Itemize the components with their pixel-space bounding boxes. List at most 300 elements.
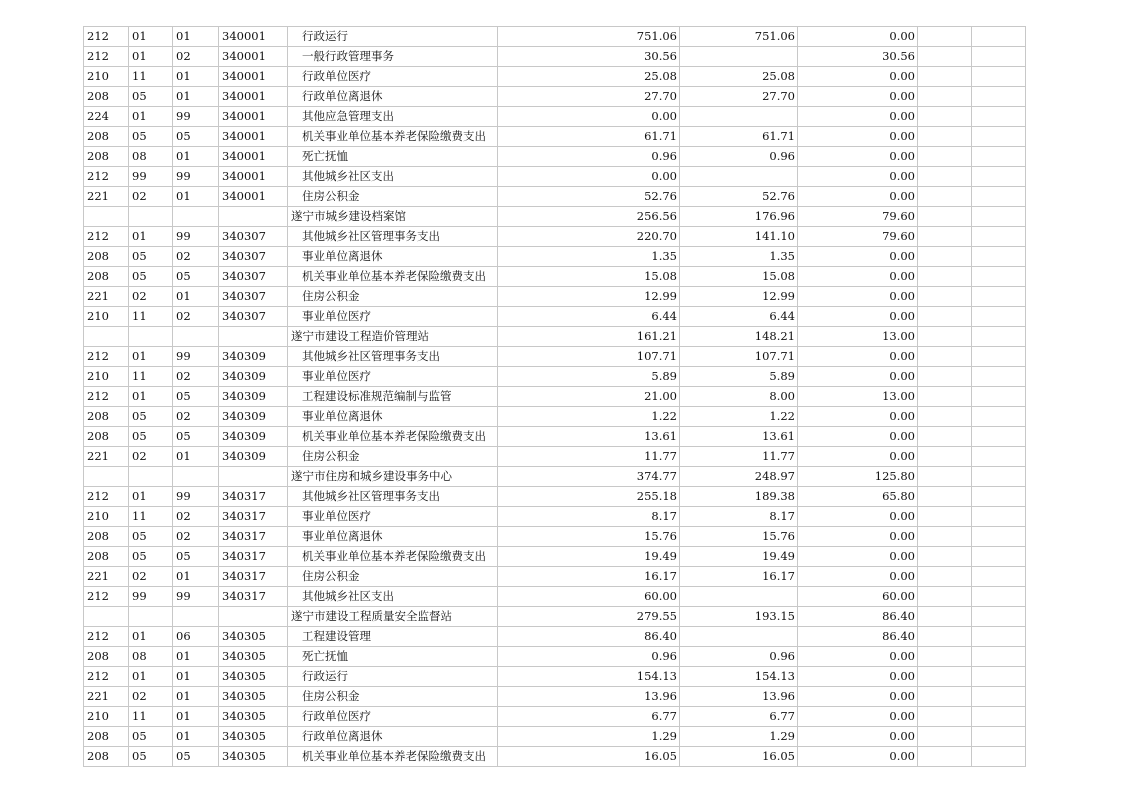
project-expense-cell: 0.00 (798, 447, 918, 467)
item-code-cell: 05 (173, 267, 219, 287)
class-code-cell: 212 (84, 27, 129, 47)
section-code-cell: 99 (129, 587, 173, 607)
table-row (84, 547, 1026, 567)
section-code-cell: 05 (129, 247, 173, 267)
unit-subtotal-row (84, 607, 1026, 627)
basic-expense-cell: 0.96 (680, 647, 798, 667)
section-code-cell: 11 (129, 307, 173, 327)
section-code-cell (129, 467, 173, 487)
unit-code-cell: 340001 (219, 147, 288, 167)
total-amount-cell: 255.18 (498, 487, 680, 507)
empty-cell (972, 47, 1026, 67)
empty-cell (918, 187, 972, 207)
basic-expense-cell: 107.71 (680, 347, 798, 367)
table-row (84, 567, 1026, 587)
project-expense-cell: 65.80 (798, 487, 918, 507)
project-expense-cell: 0.00 (798, 27, 918, 47)
item-name-cell: 机关事业单位基本养老保险缴费支出 (288, 547, 498, 567)
empty-cell (972, 67, 1026, 87)
item-code-cell: 02 (173, 367, 219, 387)
project-expense-cell: 0.00 (798, 687, 918, 707)
item-name-cell: 其他城乡社区支出 (288, 587, 498, 607)
unit-code-cell: 340307 (219, 287, 288, 307)
class-code-cell: 208 (84, 547, 129, 567)
item-name-cell: 其他应急管理支出 (288, 107, 498, 127)
section-code-cell: 05 (129, 747, 173, 767)
item-code-cell: 05 (173, 127, 219, 147)
basic-expense-cell: 5.89 (680, 367, 798, 387)
table-row (84, 147, 1026, 167)
item-code-cell: 02 (173, 507, 219, 527)
table-row (84, 487, 1026, 507)
section-code-cell: 11 (129, 67, 173, 87)
class-code-cell (84, 207, 129, 227)
total-amount-cell: 19.49 (498, 547, 680, 567)
total-amount-cell: 5.89 (498, 367, 680, 387)
unit-code-cell: 340307 (219, 267, 288, 287)
item-name-cell: 其他城乡社区管理事务支出 (288, 227, 498, 247)
empty-cell (918, 207, 972, 227)
item-code-cell: 01 (173, 707, 219, 727)
empty-cell (972, 387, 1026, 407)
unit-code-cell: 340309 (219, 407, 288, 427)
class-code-cell: 212 (84, 487, 129, 507)
empty-cell (972, 347, 1026, 367)
project-expense-cell: 125.80 (798, 467, 918, 487)
unit-code-cell: 340001 (219, 107, 288, 127)
project-expense-cell: 0.00 (798, 107, 918, 127)
item-name-cell: 机关事业单位基本养老保险缴费支出 (288, 267, 498, 287)
item-code-cell: 01 (173, 147, 219, 167)
unit-subtotal-row (84, 207, 1026, 227)
project-expense-cell: 30.56 (798, 47, 918, 67)
item-code-cell: 01 (173, 287, 219, 307)
empty-cell (972, 367, 1026, 387)
section-code-cell: 11 (129, 507, 173, 527)
item-name-cell: 行政单位医疗 (288, 707, 498, 727)
section-code-cell: 01 (129, 627, 173, 647)
item-code-cell: 01 (173, 27, 219, 47)
item-code-cell: 99 (173, 167, 219, 187)
item-name-cell: 行政单位医疗 (288, 67, 498, 87)
section-code-cell: 05 (129, 547, 173, 567)
empty-cell (918, 687, 972, 707)
empty-cell (972, 207, 1026, 227)
empty-cell (972, 107, 1026, 127)
section-code-cell: 02 (129, 567, 173, 587)
class-code-cell: 212 (84, 587, 129, 607)
total-amount-cell: 13.96 (498, 687, 680, 707)
empty-cell (972, 587, 1026, 607)
total-amount-cell: 0.00 (498, 167, 680, 187)
empty-cell (918, 547, 972, 567)
item-code-cell (173, 207, 219, 227)
class-code-cell: 210 (84, 307, 129, 327)
class-code-cell (84, 607, 129, 627)
table-row (84, 347, 1026, 367)
table-row (84, 267, 1026, 287)
empty-cell (918, 287, 972, 307)
empty-cell (918, 87, 972, 107)
unit-code-cell: 340309 (219, 347, 288, 367)
basic-expense-cell: 16.17 (680, 567, 798, 587)
table-row (84, 647, 1026, 667)
empty-cell (918, 267, 972, 287)
basic-expense-cell: 25.08 (680, 67, 798, 87)
empty-cell (972, 707, 1026, 727)
empty-cell (972, 167, 1026, 187)
item-code-cell: 01 (173, 87, 219, 107)
class-code-cell: 208 (84, 407, 129, 427)
empty-cell (918, 667, 972, 687)
unit-code-cell: 340001 (219, 187, 288, 207)
class-code-cell: 221 (84, 187, 129, 207)
item-name-cell: 机关事业单位基本养老保险缴费支出 (288, 127, 498, 147)
item-code-cell: 99 (173, 227, 219, 247)
class-code-cell: 210 (84, 707, 129, 727)
total-amount-cell: 1.29 (498, 727, 680, 747)
table-row (84, 27, 1026, 47)
empty-cell (918, 47, 972, 67)
item-code-cell: 01 (173, 67, 219, 87)
empty-cell (972, 467, 1026, 487)
project-expense-cell: 0.00 (798, 567, 918, 587)
class-code-cell: 210 (84, 67, 129, 87)
item-name-cell: 其他城乡社区管理事务支出 (288, 347, 498, 367)
basic-expense-cell: 176.96 (680, 207, 798, 227)
section-code-cell: 01 (129, 667, 173, 687)
project-expense-cell: 79.60 (798, 207, 918, 227)
section-code-cell (129, 607, 173, 627)
total-amount-cell: 0.96 (498, 647, 680, 667)
class-code-cell: 212 (84, 347, 129, 367)
total-amount-cell: 1.35 (498, 247, 680, 267)
basic-expense-cell: 248.97 (680, 467, 798, 487)
project-expense-cell: 0.00 (798, 527, 918, 547)
empty-cell (918, 247, 972, 267)
empty-cell (918, 487, 972, 507)
basic-expense-cell (680, 167, 798, 187)
empty-cell (918, 427, 972, 447)
class-code-cell: 208 (84, 147, 129, 167)
item-name-cell: 机关事业单位基本养老保险缴费支出 (288, 427, 498, 447)
table-row (84, 387, 1026, 407)
empty-cell (918, 347, 972, 367)
basic-expense-cell (680, 587, 798, 607)
empty-cell (918, 407, 972, 427)
section-code-cell: 05 (129, 87, 173, 107)
section-code-cell (129, 207, 173, 227)
basic-expense-cell: 1.35 (680, 247, 798, 267)
basic-expense-cell: 61.71 (680, 127, 798, 147)
project-expense-cell: 13.00 (798, 327, 918, 347)
basic-expense-cell: 6.77 (680, 707, 798, 727)
unit-code-cell: 340001 (219, 127, 288, 147)
item-name-cell: 住房公积金 (288, 447, 498, 467)
table-row (84, 167, 1026, 187)
basic-expense-cell (680, 47, 798, 67)
table-row (84, 107, 1026, 127)
project-expense-cell: 0.00 (798, 307, 918, 327)
unit-code-cell: 340305 (219, 647, 288, 667)
total-amount-cell: 751.06 (498, 27, 680, 47)
item-code-cell: 99 (173, 587, 219, 607)
empty-cell (918, 27, 972, 47)
total-amount-cell: 161.21 (498, 327, 680, 347)
class-code-cell: 212 (84, 227, 129, 247)
project-expense-cell: 0.00 (798, 367, 918, 387)
item-name-cell: 遂宁市住房和城乡建设事务中心 (288, 467, 498, 487)
item-name-cell: 行政单位离退休 (288, 87, 498, 107)
basic-expense-cell: 154.13 (680, 667, 798, 687)
total-amount-cell: 13.61 (498, 427, 680, 447)
basic-expense-cell: 13.96 (680, 687, 798, 707)
project-expense-cell: 0.00 (798, 147, 918, 167)
table-row (84, 47, 1026, 67)
item-name-cell: 工程建设标准规范编制与监管 (288, 387, 498, 407)
project-expense-cell: 0.00 (798, 727, 918, 747)
project-expense-cell: 0.00 (798, 67, 918, 87)
total-amount-cell: 0.96 (498, 147, 680, 167)
empty-cell (972, 407, 1026, 427)
empty-cell (972, 547, 1026, 567)
project-expense-cell: 0.00 (798, 647, 918, 667)
item-name-cell: 遂宁市建设工程质量安全监督站 (288, 607, 498, 627)
item-code-cell: 05 (173, 747, 219, 767)
total-amount-cell: 25.08 (498, 67, 680, 87)
unit-code-cell: 340309 (219, 447, 288, 467)
section-code-cell: 08 (129, 147, 173, 167)
item-name-cell: 住房公积金 (288, 567, 498, 587)
total-amount-cell: 30.56 (498, 47, 680, 67)
empty-cell (972, 647, 1026, 667)
empty-cell (918, 607, 972, 627)
item-code-cell: 05 (173, 387, 219, 407)
empty-cell (972, 667, 1026, 687)
item-code-cell (173, 607, 219, 627)
item-code-cell: 02 (173, 407, 219, 427)
basic-expense-cell: 8.17 (680, 507, 798, 527)
unit-code-cell: 340305 (219, 727, 288, 747)
class-code-cell: 208 (84, 647, 129, 667)
basic-expense-cell: 13.61 (680, 427, 798, 447)
section-code-cell: 05 (129, 427, 173, 447)
empty-cell (972, 507, 1026, 527)
table-row (84, 127, 1026, 147)
section-code-cell: 01 (129, 227, 173, 247)
table-row (84, 427, 1026, 447)
class-code-cell: 221 (84, 447, 129, 467)
item-name-cell: 遂宁市建设工程造价管理站 (288, 327, 498, 347)
unit-subtotal-row (84, 467, 1026, 487)
total-amount-cell: 107.71 (498, 347, 680, 367)
item-code-cell: 02 (173, 307, 219, 327)
total-amount-cell: 15.76 (498, 527, 680, 547)
class-code-cell: 208 (84, 727, 129, 747)
budget-table (83, 26, 1026, 767)
basic-expense-cell: 141.10 (680, 227, 798, 247)
item-name-cell: 工程建设管理 (288, 627, 498, 647)
empty-cell (972, 727, 1026, 747)
item-code-cell: 05 (173, 547, 219, 567)
total-amount-cell: 0.00 (498, 107, 680, 127)
project-expense-cell: 0.00 (798, 167, 918, 187)
table-row (84, 667, 1026, 687)
project-expense-cell: 0.00 (798, 347, 918, 367)
unit-code-cell (219, 467, 288, 487)
item-name-cell: 死亡抚恤 (288, 147, 498, 167)
unit-code-cell: 340307 (219, 247, 288, 267)
item-name-cell: 住房公积金 (288, 287, 498, 307)
empty-cell (918, 507, 972, 527)
unit-code-cell (219, 607, 288, 627)
item-code-cell: 01 (173, 667, 219, 687)
empty-cell (972, 27, 1026, 47)
table-row (84, 687, 1026, 707)
unit-code-cell: 340307 (219, 307, 288, 327)
class-code-cell (84, 327, 129, 347)
section-code-cell: 02 (129, 687, 173, 707)
item-name-cell: 遂宁市城乡建设档案馆 (288, 207, 498, 227)
empty-cell (972, 87, 1026, 107)
total-amount-cell: 220.70 (498, 227, 680, 247)
empty-cell (972, 527, 1026, 547)
item-code-cell: 99 (173, 107, 219, 127)
empty-cell (918, 647, 972, 667)
empty-cell (972, 607, 1026, 627)
item-code-cell: 02 (173, 527, 219, 547)
class-code-cell: 208 (84, 127, 129, 147)
class-code-cell: 208 (84, 247, 129, 267)
class-code-cell (84, 467, 129, 487)
item-name-cell: 事业单位离退休 (288, 527, 498, 547)
total-amount-cell: 12.99 (498, 287, 680, 307)
project-expense-cell: 0.00 (798, 707, 918, 727)
item-name-cell: 事业单位离退休 (288, 407, 498, 427)
section-code-cell: 02 (129, 287, 173, 307)
project-expense-cell: 0.00 (798, 407, 918, 427)
item-name-cell: 行政单位离退休 (288, 727, 498, 747)
section-code-cell: 05 (129, 727, 173, 747)
table-row (84, 67, 1026, 87)
empty-cell (918, 447, 972, 467)
basic-expense-cell: 0.96 (680, 147, 798, 167)
basic-expense-cell (680, 627, 798, 647)
empty-cell (972, 287, 1026, 307)
section-code-cell: 08 (129, 647, 173, 667)
empty-cell (972, 247, 1026, 267)
unit-code-cell (219, 327, 288, 347)
class-code-cell: 224 (84, 107, 129, 127)
empty-cell (918, 147, 972, 167)
total-amount-cell: 279.55 (498, 607, 680, 627)
empty-cell (972, 487, 1026, 507)
section-code-cell: 11 (129, 367, 173, 387)
basic-expense-cell: 6.44 (680, 307, 798, 327)
class-code-cell: 212 (84, 667, 129, 687)
project-expense-cell: 60.00 (798, 587, 918, 607)
project-expense-cell: 0.00 (798, 507, 918, 527)
basic-expense-cell (680, 107, 798, 127)
class-code-cell: 212 (84, 387, 129, 407)
total-amount-cell: 16.05 (498, 747, 680, 767)
empty-cell (918, 567, 972, 587)
unit-code-cell: 340309 (219, 367, 288, 387)
class-code-cell: 210 (84, 367, 129, 387)
empty-cell (918, 167, 972, 187)
unit-code-cell: 340001 (219, 47, 288, 67)
unit-code-cell: 340305 (219, 667, 288, 687)
unit-subtotal-row (84, 327, 1026, 347)
item-name-cell: 事业单位医疗 (288, 507, 498, 527)
unit-code-cell: 340305 (219, 747, 288, 767)
empty-cell (972, 147, 1026, 167)
unit-code-cell: 340305 (219, 627, 288, 647)
table-row (84, 247, 1026, 267)
basic-expense-cell: 15.08 (680, 267, 798, 287)
section-code-cell: 05 (129, 127, 173, 147)
item-name-cell: 住房公积金 (288, 687, 498, 707)
section-code-cell: 01 (129, 347, 173, 367)
empty-cell (918, 307, 972, 327)
project-expense-cell: 0.00 (798, 247, 918, 267)
table-row (84, 447, 1026, 467)
empty-cell (918, 587, 972, 607)
total-amount-cell: 61.71 (498, 127, 680, 147)
item-name-cell: 行政运行 (288, 667, 498, 687)
total-amount-cell: 6.44 (498, 307, 680, 327)
empty-cell (918, 127, 972, 147)
project-expense-cell: 0.00 (798, 547, 918, 567)
basic-expense-cell: 52.76 (680, 187, 798, 207)
total-amount-cell: 374.77 (498, 467, 680, 487)
item-code-cell: 99 (173, 487, 219, 507)
project-expense-cell: 0.00 (798, 127, 918, 147)
table-row (84, 747, 1026, 767)
item-code-cell: 02 (173, 47, 219, 67)
basic-expense-cell: 27.70 (680, 87, 798, 107)
class-code-cell: 221 (84, 687, 129, 707)
item-name-cell: 死亡抚恤 (288, 647, 498, 667)
section-code-cell: 02 (129, 187, 173, 207)
class-code-cell: 212 (84, 167, 129, 187)
project-expense-cell: 0.00 (798, 267, 918, 287)
total-amount-cell: 21.00 (498, 387, 680, 407)
empty-cell (918, 627, 972, 647)
class-code-cell: 221 (84, 567, 129, 587)
item-code-cell: 01 (173, 447, 219, 467)
unit-code-cell: 340317 (219, 587, 288, 607)
empty-cell (972, 267, 1026, 287)
basic-expense-cell: 11.77 (680, 447, 798, 467)
section-code-cell: 01 (129, 487, 173, 507)
total-amount-cell: 11.77 (498, 447, 680, 467)
empty-cell (972, 627, 1026, 647)
class-code-cell: 208 (84, 527, 129, 547)
total-amount-cell: 86.40 (498, 627, 680, 647)
empty-cell (972, 567, 1026, 587)
unit-code-cell: 340001 (219, 67, 288, 87)
item-name-cell: 事业单位医疗 (288, 307, 498, 327)
table-row (84, 727, 1026, 747)
item-code-cell: 02 (173, 247, 219, 267)
project-expense-cell: 79.60 (798, 227, 918, 247)
item-name-cell: 一般行政管理事务 (288, 47, 498, 67)
unit-code-cell (219, 207, 288, 227)
unit-code-cell: 340305 (219, 707, 288, 727)
empty-cell (918, 227, 972, 247)
item-code-cell: 05 (173, 427, 219, 447)
